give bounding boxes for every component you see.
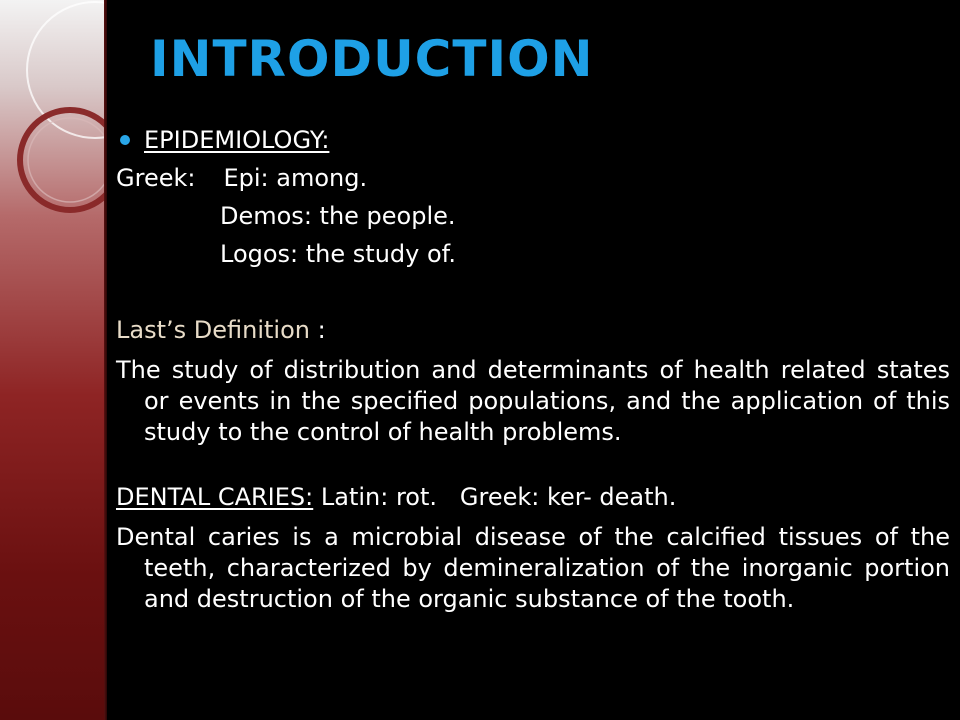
sidebar-edge [104,0,107,720]
spacer [116,448,950,478]
greek-item-demos: Demos: the people. [220,202,456,230]
last-definition-colon: : [309,316,326,344]
slide-title: INTRODUCTION [150,30,594,88]
greek-line [116,159,950,197]
bullet-icon [120,135,130,145]
epidemiology-heading: EPIDEMIOLOGY: [144,126,330,154]
decorative-circles [0,0,107,720]
slide-content [116,121,950,615]
last-definition-term: Last’s Definition [116,316,310,344]
decorative-sidebar [0,0,107,720]
epidemiology-bullet [116,121,950,159]
dental-caries-heading: DENTAL CARIES: [116,483,314,511]
greek-item-epi: Epi: among. [223,164,368,192]
greek-item-logos-line [116,235,950,273]
greek-label: Greek: [116,164,196,192]
spacer [116,273,950,311]
last-definition-text: The study of distribution and determinants of health related states or events in the specified populations, and the application of this study to the control of health problems. [116,356,950,446]
greek-item-logos: Logos: the study of. [220,240,456,268]
greek-item-demos-line [116,197,950,235]
last-definition-heading [116,311,950,349]
dental-caries-heading-line [116,478,950,516]
dental-caries-text: Dental caries is a microbial disease of the calcified tissues of the teeth, characterized by demineralization of the inorganic portion and destruction of the organic substance of the tooth. [116,523,950,613]
dental-caries-etymology: Latin: rot. Greek: ker- death. [313,483,677,511]
